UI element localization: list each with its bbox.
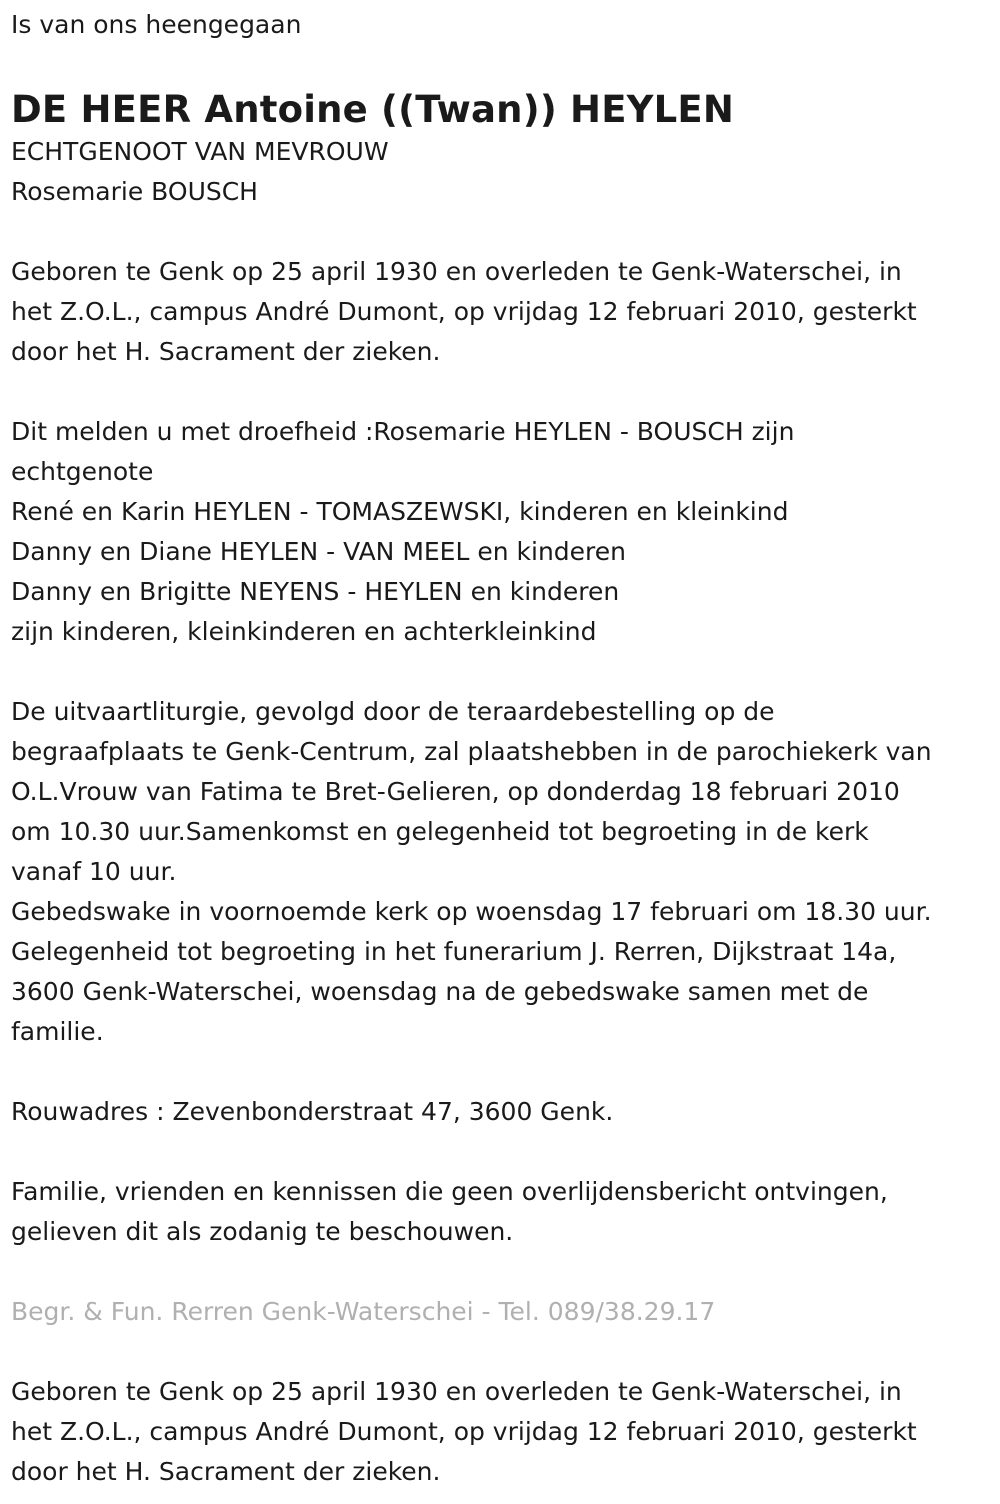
birth-death-line: Geboren te Genk op 25 april 1930 en overleden te Genk-Waterschei, in [11, 1377, 902, 1406]
closing-line: Familie, vrienden en kennissen die geen overlijdensbericht ontvingen, [11, 1177, 888, 1206]
birth-death-repeat-paragraph [11, 1372, 991, 1492]
obituary-notice [11, 0, 991, 1492]
funeral-line: 3600 Genk-Waterschei, woensdag na de gebedswake samen met de [11, 977, 869, 1006]
birth-death-line: het Z.O.L., campus André Dumont, op vrijdag 12 februari 2010, gesterkt [11, 297, 917, 326]
spouse-name: Rosemarie BOUSCH [11, 177, 258, 206]
funeral-line: familie. [11, 1017, 104, 1046]
birth-death-line: door het H. Sacrament der zieken. [11, 337, 441, 366]
family-line: René en Karin HEYLEN - TOMASZEWSKI, kinderen en kleinkind [11, 497, 789, 526]
mourning-address: Rouwadres : Zevenbonderstraat 47, 3600 Genk. [11, 1097, 614, 1126]
intro-text: Is van ons heengegaan [11, 10, 302, 39]
spouse-title: ECHTGENOOT VAN MEVROUW [11, 137, 389, 166]
birth-death-line: Geboren te Genk op 25 april 1930 en overleden te Genk-Waterschei, in [11, 257, 902, 286]
funeral-line: vanaf 10 uur. [11, 857, 177, 886]
spacer [11, 212, 991, 252]
family-line: zijn kinderen, kleinkinderen en achterkleinkind [11, 617, 597, 646]
funeral-paragraph [11, 692, 991, 1052]
funeral-line: Gelegenheid tot begroeting in het funerarium J. Rerren, Dijkstraat 14a, [11, 937, 897, 966]
birth-death-line: door het H. Sacrament der zieken. [11, 1457, 441, 1486]
birth-death-line: het Z.O.L., campus André Dumont, op vrijdag 12 februari 2010, gesterkt [11, 1417, 917, 1446]
funeral-line: O.L.Vrouw van Fatima te Bret-Gelieren, op donderdag 18 februari 2010 [11, 777, 900, 806]
family-line: Danny en Diane HEYLEN - VAN MEEL en kinderen [11, 537, 627, 566]
family-paragraph [11, 412, 991, 652]
spacer [11, 1332, 991, 1372]
spacer [11, 1052, 991, 1092]
deceased-name: DE HEER Antoine ((Twan)) HEYLEN [11, 88, 735, 131]
birth-death-paragraph [11, 252, 991, 372]
spacer [11, 652, 991, 692]
closing-paragraph [11, 1172, 991, 1252]
funeral-line: om 10.30 uur.Samenkomst en gelegenheid tot begroeting in de kerk [11, 817, 869, 846]
family-line: Danny en Brigitte NEYENS - HEYLEN en kinderen [11, 577, 620, 606]
spacer [11, 1252, 991, 1292]
funeral-line: De uitvaartliturgie, gevolgd door de teraardebestelling op de [11, 697, 775, 726]
family-line: Dit melden u met droefheid :Rosemarie HEYLEN - BOUSCH zijn [11, 417, 795, 446]
funeral-line: begraafplaats te Genk-Centrum, zal plaatshebben in de parochiekerk van [11, 737, 932, 766]
closing-line: gelieven dit als zodanig te beschouwen. [11, 1217, 514, 1246]
spacer [11, 1132, 991, 1172]
spacer [11, 372, 991, 412]
funeral-line: Gebedswake in voornoemde kerk op woensdag 17 februari om 18.30 uur. [11, 897, 932, 926]
family-line: echtgenote [11, 457, 154, 486]
funeral-home-info: Begr. & Fun. Rerren Genk-Waterschei - Tel. 089/38.29.17 [11, 1297, 716, 1326]
